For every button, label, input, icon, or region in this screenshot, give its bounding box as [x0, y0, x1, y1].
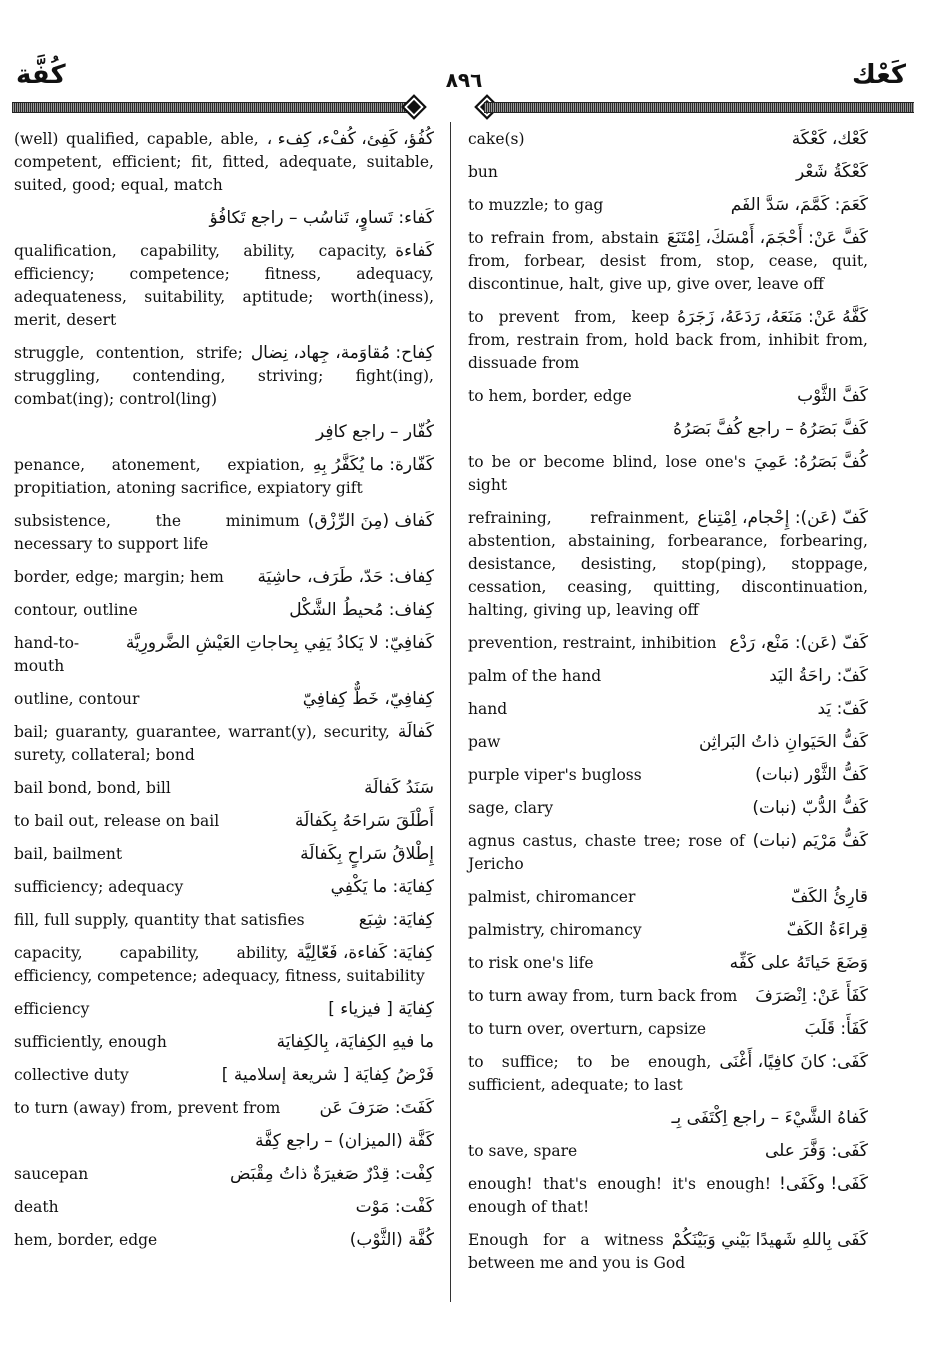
dictionary-entry — [14, 1031, 434, 1054]
dictionary-entry — [468, 698, 868, 721]
english-definition: fill, full supply, quantity that satisfies — [14, 911, 305, 929]
dictionary-entry — [14, 342, 434, 411]
english-definition: subsistence, the minimum necessary to support life — [14, 512, 300, 553]
arabic-headword: كَفَى: كانَ كافِيًا، أَغْنَى — [719, 1052, 868, 1072]
english-definition: refraining, refrainment, abstention, abstaining, forbearance, forbearing, desistance, desisting, stop(ping), stoppage, cessation, ceasing, quitting, discontinuation, halting, giving up, leaving off — [468, 509, 868, 619]
arabic-headword: كَفاءة — [395, 241, 434, 261]
arabic-headword: فَرْضُ كِفايَة [ شريعة إسلامية ] — [221, 1065, 434, 1085]
dictionary-entry — [14, 942, 434, 988]
arabic-headword: كُفّار – راجع كافِر — [315, 422, 434, 442]
arabic-headword: سَنَدُ كَفالَة — [364, 778, 434, 798]
dictionary-entry — [468, 507, 868, 622]
arabic-headword: كَفاء: تَساوٍ، تَناسُب – راجع تَكافُؤ — [209, 208, 434, 228]
dictionary-entry — [14, 876, 434, 899]
arabic-headword: كَفّ (عَن): إِحْجام، اِمْتِناع — [697, 508, 868, 528]
arabic-headword: كَفاهُ الشَّيْءَ – راجع اِكْتَفَى بِـ — [671, 1108, 868, 1128]
english-definition: paw — [468, 733, 501, 751]
dictionary-entry — [14, 240, 434, 332]
dictionary-entry — [14, 998, 434, 1021]
arabic-headword: قِراءَةُ الكَفّ — [786, 920, 868, 940]
dictionary-entry — [468, 830, 868, 876]
english-definition: sufficiently, enough — [14, 1033, 167, 1051]
english-definition: Enough for a witness between me and you is God — [468, 1231, 686, 1272]
arabic-headword: كِفاح: مُقاوَمة، جِهاد، نِضال — [250, 343, 434, 363]
header-rule-right — [484, 102, 914, 113]
arabic-headword: كِفايَة: شِبَع — [358, 910, 434, 930]
english-definition: bun — [468, 163, 498, 181]
dictionary-entry — [14, 1064, 434, 1087]
diamond-ornament-left — [401, 94, 426, 119]
dictionary-entry — [14, 510, 434, 556]
left-column — [14, 128, 434, 1262]
dictionary-entry — [468, 385, 868, 408]
arabic-headword: ما فيهِ الكِفايَة، بِالكِفايَة — [276, 1032, 434, 1052]
english-definition: saucepan — [14, 1165, 89, 1183]
dictionary-entry — [14, 1097, 434, 1120]
english-definition: to suffice; to be enough, sufficient, adequate; to last — [468, 1053, 712, 1094]
arabic-headword: كَفاف (مِنَ الرِّزْق) — [307, 511, 434, 531]
english-definition: to hem, border, edge — [468, 387, 632, 405]
arabic-headword: كَفَى: وَفَّرَ على — [764, 1141, 868, 1161]
dictionary-entry — [468, 1051, 868, 1097]
dictionary-entry — [14, 810, 434, 833]
page-number: ٨٩٦ — [445, 68, 483, 92]
english-definition: bail, bailment — [14, 845, 123, 863]
dictionary-entry — [14, 1130, 434, 1153]
english-definition: struggle, contention, strife; struggling, contending, striving; fight(ing), combat(ing); control(ling) — [14, 344, 434, 408]
english-definition: to refrain from, abstain from, forbear, desist from, stop, cease, quit, discontinue, halt, give up, give over, leave off — [468, 229, 868, 293]
arabic-headword: كَفَّ بَصَرُهُ – راجع كُفَّ بَصَرُهُ — [673, 419, 868, 439]
arabic-headword: كَفَّهُ عَنْ: مَنَعَهُ، رَدَعَهُ، زَجَرَهُ — [677, 307, 868, 327]
arabic-headword: كَفّ (عَن): مَنْع، رَدْع — [729, 633, 868, 653]
dictionary-entry — [468, 418, 868, 441]
arabic-headword: كَفَّ الثَّوْب — [797, 386, 868, 406]
arabic-headword: كَفالَة — [397, 722, 434, 742]
english-definition: hem, border, edge — [14, 1231, 158, 1249]
english-definition: to save, spare — [468, 1142, 578, 1160]
english-definition: agnus castus, chaste tree; rose of Jericho — [468, 832, 745, 873]
english-definition: capacity, capability, ability, efficiency, competence; adequacy, fitness, suitability — [14, 944, 425, 985]
dictionary-entry — [468, 919, 868, 942]
english-definition: prevention, restraint, inhibition — [468, 634, 717, 652]
arabic-headword: كَعَمَ: كَمَّمَ، سَدَّ الفَم — [730, 195, 868, 215]
dictionary-entry — [14, 688, 434, 711]
arabic-headword: كَعْكَةُ شَعْر — [795, 162, 868, 182]
header-right-word: كَعْك — [851, 60, 906, 90]
arabic-headword: كَفَأَ: قَلَبَ — [804, 1019, 868, 1039]
right-column — [468, 128, 868, 1285]
english-definition: enough! that's enough! it's enough! enough of that! — [468, 1175, 772, 1216]
arabic-headword: كُفَّة (الثَّوْب) — [349, 1230, 434, 1250]
dictionary-entry — [468, 1173, 868, 1219]
english-definition: border, edge; margin; hem — [14, 568, 224, 586]
english-definition: (well) qualified, capable, able, competent, efficient; fit, fitted, adequate, suitable, suited, good; equal, match — [14, 130, 434, 194]
english-definition: bail bond, bond, bill — [14, 779, 171, 797]
english-definition: purple viper's bugloss — [468, 766, 642, 784]
dictionary-entry — [468, 451, 868, 497]
dictionary-entry — [468, 1107, 868, 1130]
dictionary-entry — [14, 1229, 434, 1252]
dictionary-entry — [14, 207, 434, 230]
arabic-headword: كَفافِيّ: لا يَكادُ يَفِي بِحاجاتِ العَيْشِ الضَّرورِيَّة — [125, 633, 434, 653]
english-definition: to prevent from, keep from, restrain from, hold back from, inhibit from, dissuade from — [468, 308, 868, 372]
arabic-headword: أَطْلَقَ سَراحَهُ بِكَفالَة — [294, 811, 434, 831]
arabic-headword: كَفْت: مَوْت — [355, 1197, 434, 1217]
dictionary-entry — [14, 454, 434, 500]
english-definition: efficiency — [14, 1000, 90, 1018]
arabic-headword: كَفَى بِاللهِ شَهيدًا بَيْني وَبَيْنَكُمْ — [671, 1230, 868, 1250]
english-definition: to turn away from, turn back from — [468, 987, 738, 1005]
english-definition: death — [14, 1198, 59, 1216]
arabic-headword: كَفُّ مَرْيَم (نبات) — [752, 831, 868, 851]
column-divider — [450, 122, 451, 1302]
english-definition: palm of the hand — [468, 667, 602, 685]
english-definition: palmistry, chiromancy — [468, 921, 642, 939]
dictionary-entry — [468, 665, 868, 688]
arabic-headword: كَفَأَ عَنْ: اِنْصَرَفَ — [755, 986, 868, 1006]
arabic-headword: كَفَّ عَنْ: أَحْجَمَ، أَمْسَكَ، اِمْتَنَعَ — [666, 228, 868, 248]
english-definition: outline, contour — [14, 690, 140, 708]
english-definition: to turn (away) from, prevent from — [14, 1099, 281, 1117]
arabic-headword: كِفاف: مُحيطُ الشَّكْل — [289, 600, 434, 620]
dictionary-entry — [14, 1163, 434, 1186]
english-definition: hand-to-mouth — [14, 634, 80, 675]
dictionary-entry — [14, 128, 434, 197]
english-definition: to risk one's life — [468, 954, 594, 972]
dictionary-entry — [468, 632, 868, 655]
arabic-headword: كَفّ: يَد — [817, 699, 868, 719]
english-definition: to be or become blind, lose one's sight — [468, 453, 746, 494]
dictionary-entry — [468, 1140, 868, 1163]
arabic-headword: كِفايَة [ فيزياء ] — [328, 999, 434, 1019]
english-definition: sage, clary — [468, 799, 554, 817]
arabic-headword: كِفافِيّ، خَطٌّ كِفافِيّ — [302, 689, 434, 709]
dictionary-entry — [14, 1196, 434, 1219]
dictionary-entry — [14, 566, 434, 589]
dictionary-entry — [468, 1018, 868, 1041]
dictionary-entry — [468, 731, 868, 754]
dictionary-entry — [14, 421, 434, 444]
arabic-headword: قارِئُ الكَفّ — [790, 887, 868, 907]
dictionary-entry — [14, 632, 434, 678]
arabic-headword: كِفْت: قِدْرٌ صَغيرَةٌ ذاتُ مِقْبَض — [230, 1164, 434, 1184]
arabic-headword: كَفَتَ: صَرَفَ عَن — [319, 1098, 434, 1118]
arabic-headword: كِفايَة: ما يَكْفِي — [330, 877, 434, 897]
dictionary-entry — [14, 777, 434, 800]
arabic-headword: كَعْك، كَعْكَة — [791, 129, 868, 149]
dictionary-entry — [468, 952, 868, 975]
dictionary-entry — [468, 764, 868, 787]
arabic-headword: إِطْلاقُ سَراحٍ بِكَفالَة — [300, 844, 434, 864]
arabic-headword: كَفّ: راحَةُ اليَد — [769, 666, 868, 686]
header-rule-left — [12, 102, 410, 113]
english-definition: to muzzle; to gag — [468, 196, 604, 214]
arabic-headword: كَفَّة (الميزان) – راجع كِفَّة — [255, 1131, 434, 1151]
english-definition: penance, atonement, expiation, propitiation, atoning sacrifice, expiatory gift — [14, 456, 363, 497]
english-definition: to turn over, overturn, capsize — [468, 1020, 707, 1038]
arabic-headword: كِفايَة: كَفاءة، فَعّالِيَّة — [296, 943, 434, 963]
arabic-headword: كُفُؤ، كَفِئ، كُفْء، كِفء ، — [266, 129, 434, 149]
english-definition: collective duty — [14, 1066, 129, 1084]
english-definition: contour, outline — [14, 601, 138, 619]
english-definition: qualification, capability, ability, capacity, efficiency; competence; fitness, adequacy, adequateness, suitability, aptitude; worth(iness), merit, desert — [14, 242, 434, 329]
dictionary-entry — [14, 843, 434, 866]
dictionary-entry — [468, 194, 868, 217]
arabic-headword: كَفّارة: ما يُكَفَّرُ بِهِ — [312, 455, 434, 475]
dictionary-entry — [468, 306, 868, 375]
english-definition: sufficiency; adequacy — [14, 878, 184, 896]
dictionary-entry — [468, 886, 868, 909]
dictionary-entry — [468, 128, 868, 151]
dictionary-entry — [14, 909, 434, 932]
dictionary-entry — [468, 985, 868, 1008]
arabic-headword: كُفَّ بَصَرُهُ: عَمِيَ — [753, 452, 868, 472]
arabic-headword: كَفُّ الدُّبّ (نبات) — [752, 798, 868, 818]
arabic-headword: كَفُّ الحَيَوانِ ذاتُ البَراثِن — [698, 732, 868, 752]
arabic-headword: وَضَعَ حَياتَهُ على كَفِّه — [729, 953, 868, 973]
dictionary-entry — [468, 1229, 868, 1275]
arabic-headword: كَفَى! وكَفَى! — [779, 1174, 868, 1194]
english-definition: hand — [468, 700, 508, 718]
english-definition: palmist, chiromancer — [468, 888, 636, 906]
arabic-headword: كِفاف: حَدّ، طَرَف، حاشِيَة — [257, 567, 434, 587]
english-definition: cake(s) — [468, 130, 525, 148]
english-definition: to bail out, release on bail — [14, 812, 220, 830]
dictionary-entry — [468, 227, 868, 296]
dictionary-entry — [14, 721, 434, 767]
english-definition: bail; guaranty, guarantee, warrant(y), security, surety, collateral; bond — [14, 723, 390, 764]
dictionary-entry — [468, 797, 868, 820]
dictionary-entry — [468, 161, 868, 184]
header-left-word: كُفَّة — [16, 60, 66, 90]
arabic-headword: كَفُّ الثَّوْر (نبات) — [755, 765, 868, 785]
dictionary-entry — [14, 599, 434, 622]
